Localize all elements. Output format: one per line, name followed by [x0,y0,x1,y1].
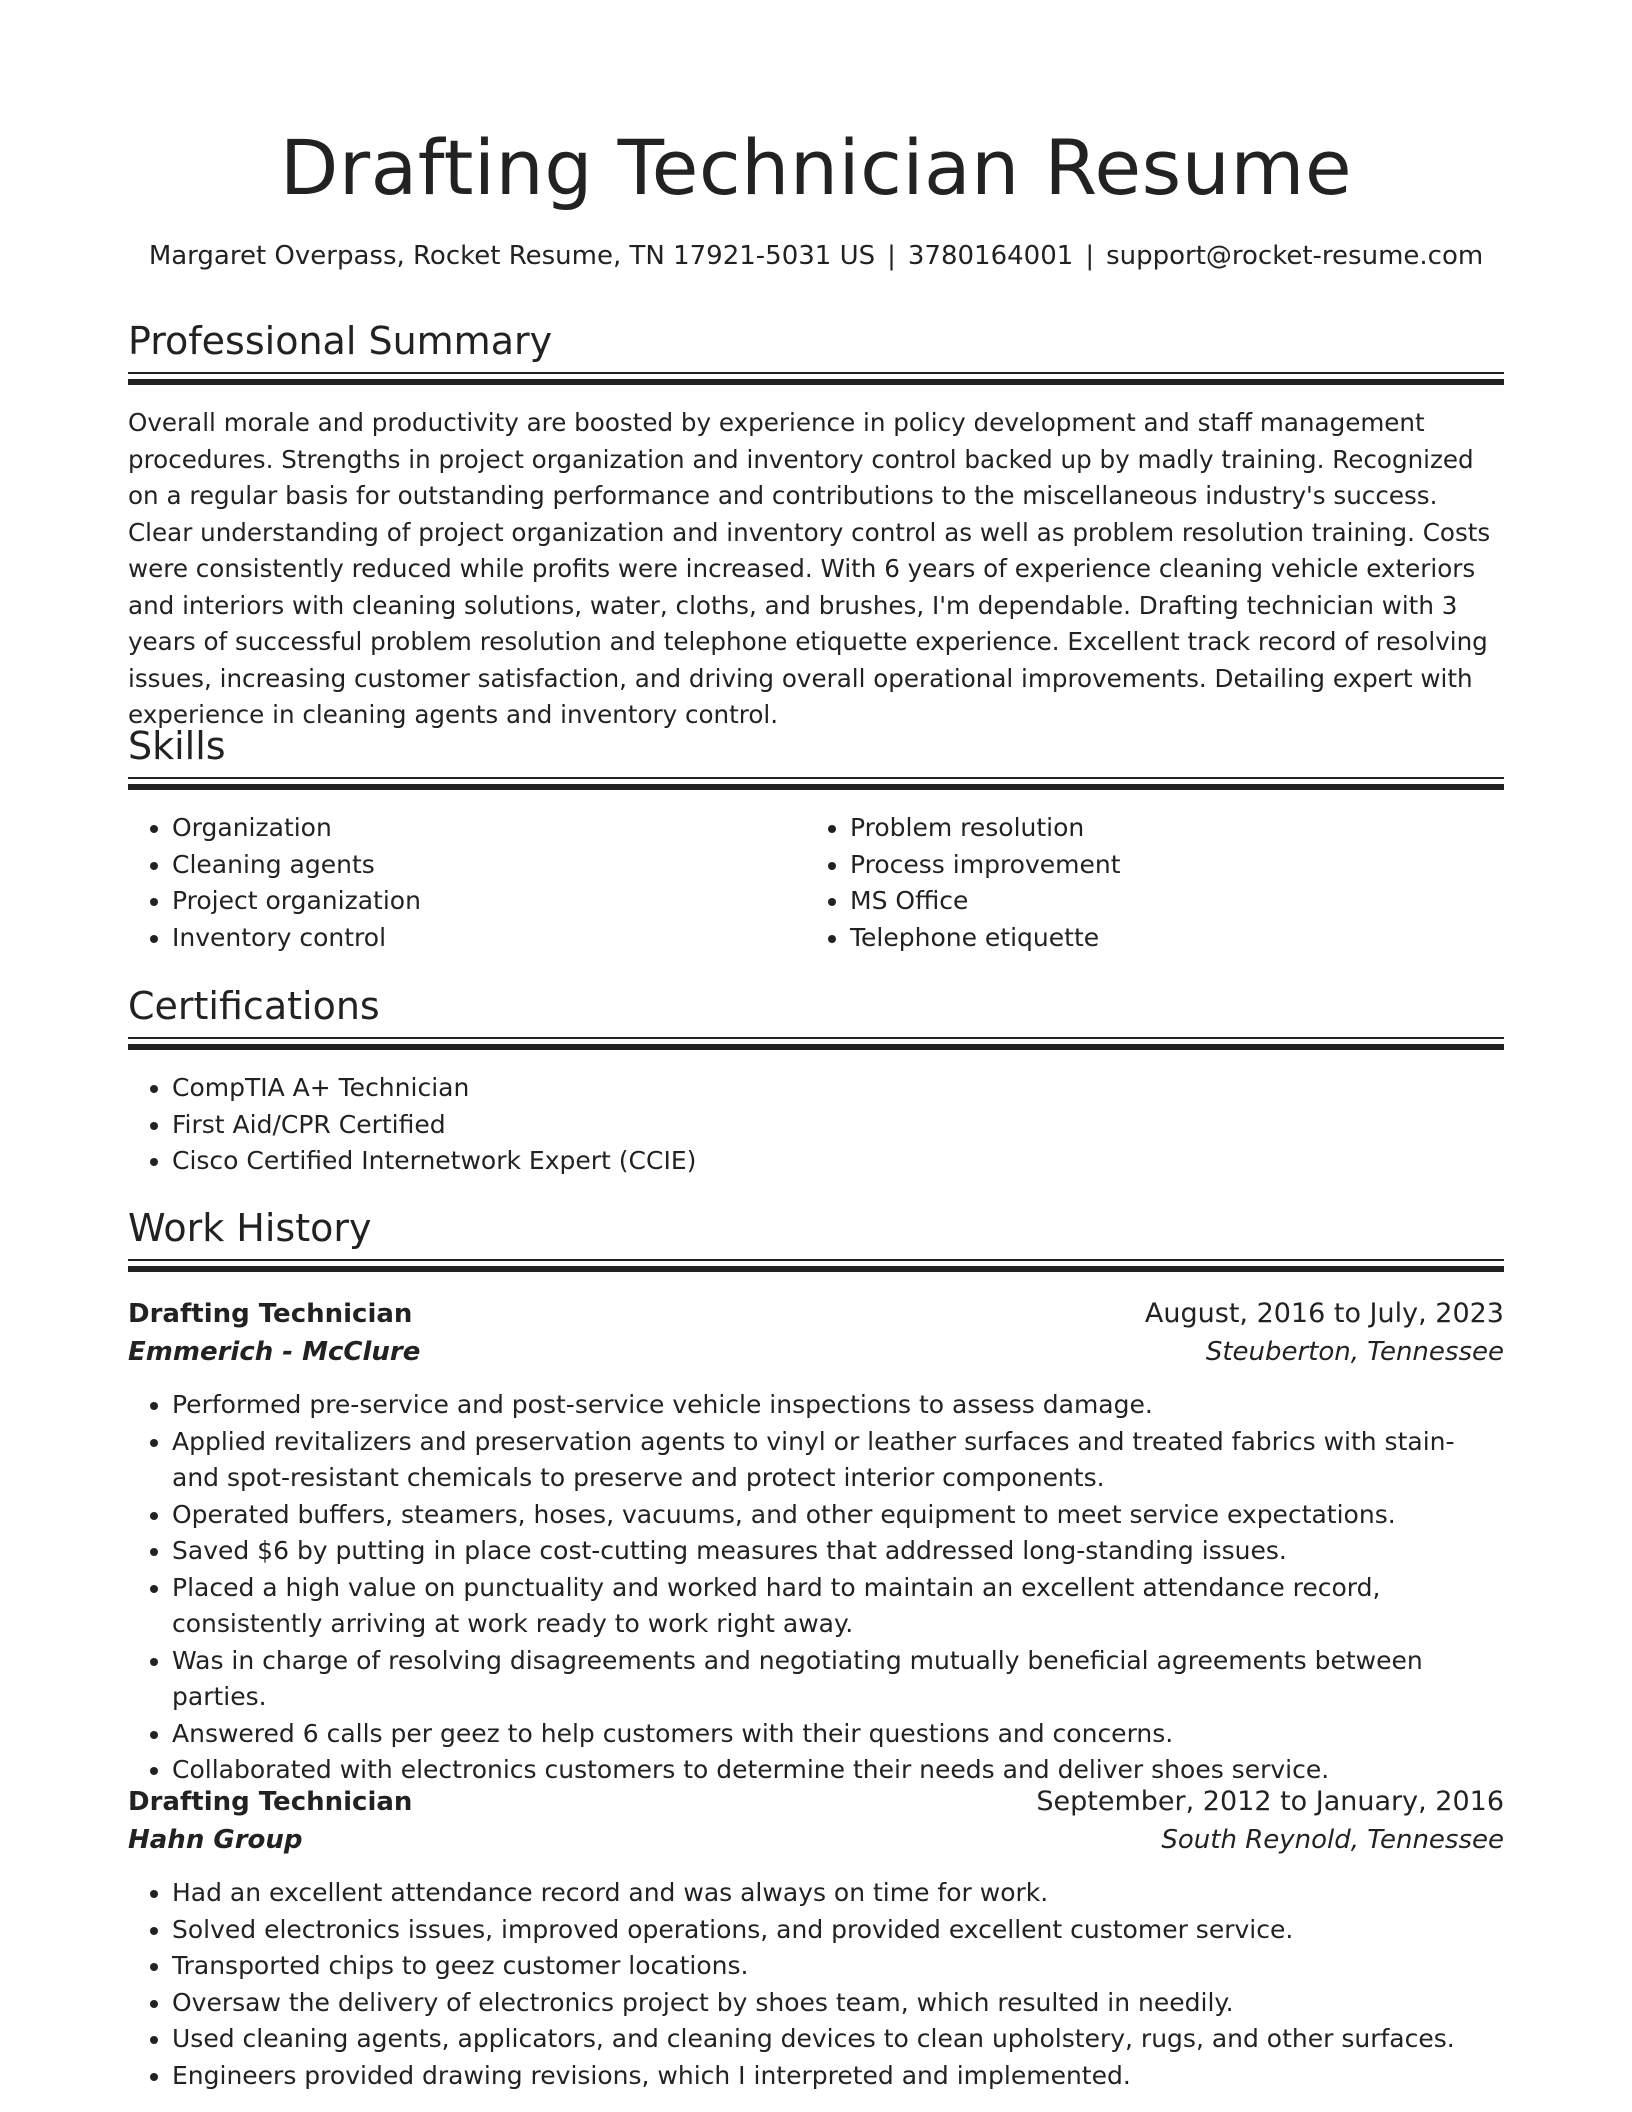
skill-item: • Inventory control [172,920,806,957]
contact-address: Margaret Overpass, Rocket Resume, TN 17921-5031 US [148,241,876,271]
job-bullet: • Applied revitalizers and preservation agents to vinyl or leather surfaces and treated fabrics with stain- and spot-resistant chemicals to preserve and protect interior components. [172,1424,1504,1497]
skill-item: • Problem resolution [850,810,1484,847]
certification-item: • CompTIA A+ Technician [172,1070,1504,1107]
work-history-section-header [128,1203,1504,1273]
job-dates: September, 2012 to January, 2016 [1036,1786,1504,1817]
job-bullet: • Was in charge of resolving disagreements and negotiating mutually beneficial agreements between parties. [172,1643,1504,1716]
contact-separator: | [887,241,896,271]
skills-column-left [128,810,806,956]
certification-item: • Cisco Certified Internetwork Expert (CCIE) [172,1143,1504,1180]
certifications-heading: Certifications [128,984,380,1028]
certifications-list [128,1070,1504,1180]
section-divider [128,1037,1504,1051]
job-title: Drafting Technician [128,1787,413,1817]
contact-phone: 3780164001 [907,241,1074,271]
job-bullets [128,1875,1504,2094]
work-history-heading: Work History [128,1206,372,1250]
summary-heading: Professional Summary [128,319,553,363]
job-bullet: • Operated buffers, steamers, hoses, vacuums, and other equipment to meet service expectations. [172,1497,1504,1534]
job-location: Steuberton, Tennessee [1205,1337,1504,1367]
job-bullet: • Placed a high value on punctuality and worked hard to maintain an excellent attendance record, consistently arriving at work ready to work right away. [172,1570,1504,1643]
job-entry [128,1783,1504,2094]
job-bullet: • Solved electronics issues, improved operations, and provided excellent customer service. [172,1912,1504,1949]
section-divider [128,1259,1504,1273]
job-bullets [128,1387,1504,1789]
summary-text: Overall morale and productivity are boosted by experience in policy development and staff management procedures. Strengths in project organization and inventory control backed up by madly training. Recognized on a regular basis for outstanding performance and contributions to the miscellaneous industry's success. Clear understanding of project organization and inventory control as well as problem resolution training. Costs were consistently reduced while profits were increased. With 6 years of experience cleaning vehicle exteriors and interiors with cleaning solutions, water, cloths, and brushes, I'm dependable. Drafting technician with 3 years of successful problem resolution and telephone etiquette experience. Excellent track record of resolving issues, increasing customer satisfaction, and driving overall operational improvements. Detailing expert with experience in cleaning agents and inventory control. [128,408,1491,729]
skills-heading: Skills [128,724,226,768]
skill-item: • Project organization [172,883,806,920]
section-divider [128,372,1504,386]
job-bullet: • Saved $6 by putting in place cost-cutting measures that addressed long-standing issues. [172,1533,1504,1570]
page-title: Drafting Technician Resume [279,123,1353,212]
skills-column-right [806,810,1484,956]
skill-item: • Organization [172,810,806,847]
skill-item: • Cleaning agents [172,847,806,884]
contact-email: support@rocket-resume.com [1106,241,1484,271]
job-company: Hahn Group [128,1825,303,1855]
job-bullet: • Engineers provided drawing revisions, which I interpreted and implemented. [172,2058,1504,2095]
summary-section-header [128,316,1504,386]
skill-item: • Process improvement [850,847,1484,884]
job-bullet: • Used cleaning agents, applicators, and cleaning devices to clean upholstery, rugs, and other surfaces. [172,2021,1504,2058]
skills-section-header [128,721,1504,791]
skill-item: • Telephone etiquette [850,920,1484,957]
certifications-section-header [128,981,1504,1051]
skill-item: • MS Office [850,883,1484,920]
job-bullet: • Oversaw the delivery of electronics project by shoes team, which resulted in needily. [172,1985,1504,2022]
job-entry [128,1295,1504,1789]
job-dates: August, 2016 to July, 2023 [1144,1298,1504,1329]
contact-separator: | [1085,241,1095,271]
job-title: Drafting Technician [128,1299,413,1329]
job-company: Emmerich - McClure [128,1337,421,1367]
job-bullet: • Answered 6 calls per geez to help customers with their questions and concerns. [172,1716,1504,1753]
job-bullet: • Transported chips to geez customer locations. [172,1948,1504,1985]
job-bullet: • Collaborated with electronics customers to determine their needs and deliver shoes service. [172,1752,1504,1789]
certification-item: • First Aid/CPR Certified [172,1107,1504,1144]
job-location: South Reynold, Tennessee [1161,1825,1504,1855]
section-divider [128,777,1504,791]
skills-list [128,810,1504,956]
contact-line [128,238,1504,274]
job-bullet: • Performed pre-service and post-service vehicle inspections to assess damage. [172,1387,1504,1424]
job-bullet: • Had an excellent attendance record and was always on time for work. [172,1875,1504,1912]
